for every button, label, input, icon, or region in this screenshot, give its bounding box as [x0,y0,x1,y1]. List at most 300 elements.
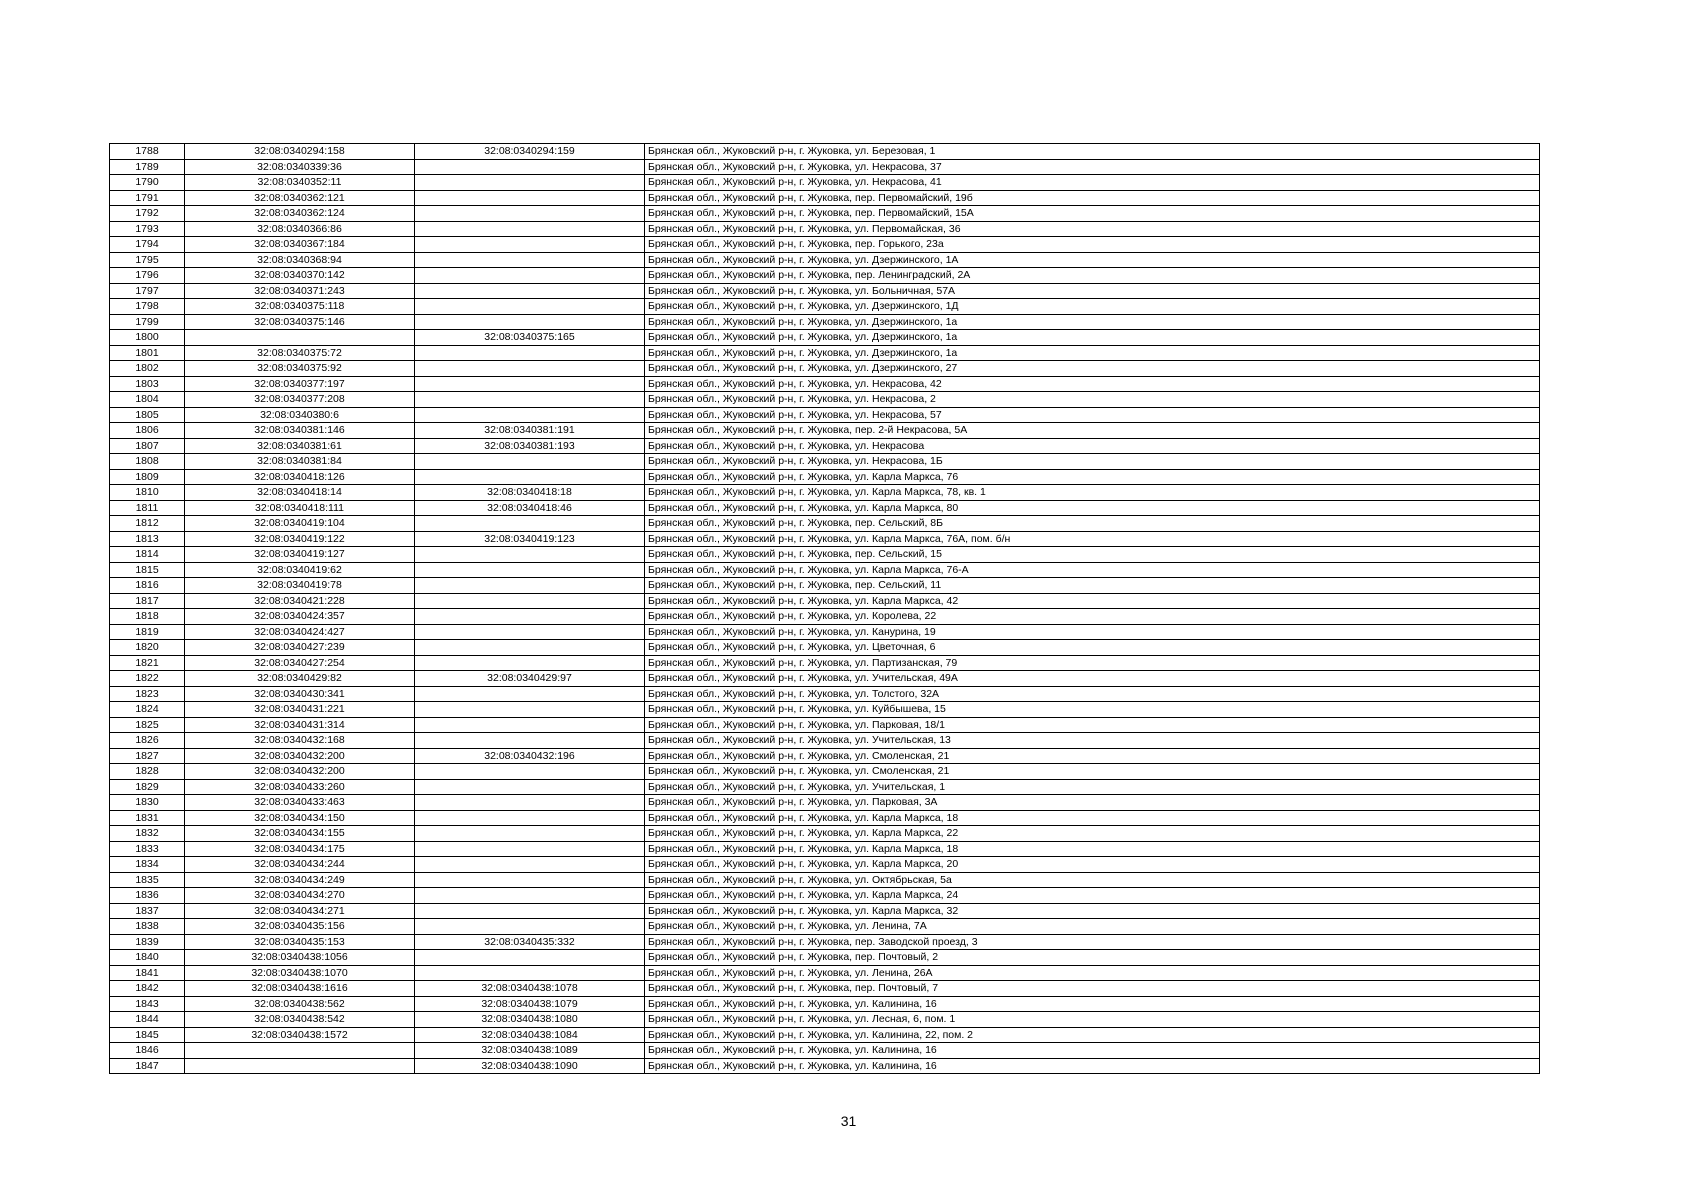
cadastral-number-cell [185,1058,415,1074]
row-number-cell: 1837 [110,903,185,919]
linked-cadastral-number-cell: 32:08:0340418:46 [415,500,645,516]
address-cell: Брянская обл., Жуковский р-н, г. Жуковка, пер. Сельский, 15 [645,547,1540,563]
address-cell: Брянская обл., Жуковский р-н, г. Жуковка, ул. Карла Маркса, 76 [645,469,1540,485]
cadastral-number-cell: 32:08:0340375:92 [185,361,415,377]
row-number-cell: 1801 [110,345,185,361]
table-row [110,593,1540,609]
row-number-cell: 1812 [110,516,185,532]
cadastral-table [109,143,1540,1074]
cadastral-number-cell: 32:08:0340339:36 [185,159,415,175]
linked-cadastral-number-cell: 32:08:0340419:123 [415,531,645,547]
row-number-cell: 1829 [110,779,185,795]
linked-cadastral-number-cell: 32:08:0340438:1090 [415,1058,645,1074]
cadastral-number-cell: 32:08:0340434:150 [185,810,415,826]
cadastral-number-cell: 32:08:0340419:127 [185,547,415,563]
row-number-cell: 1821 [110,655,185,671]
table-row [110,159,1540,175]
table-row [110,454,1540,470]
cadastral-number-cell: 32:08:0340362:124 [185,206,415,222]
address-cell: Брянская обл., Жуковский р-н, г. Жуковка, ул. Калинина, 16 [645,996,1540,1012]
table-row [110,562,1540,578]
cadastral-number-cell: 32:08:0340432:168 [185,733,415,749]
table-row [110,221,1540,237]
table-row [110,640,1540,656]
cadastral-number-cell: 32:08:0340366:86 [185,221,415,237]
address-cell: Брянская обл., Жуковский р-н, г. Жуковка, ул. Калинина, 16 [645,1043,1540,1059]
address-cell: Брянская обл., Жуковский р-н, г. Жуковка, ул. Учительская, 1 [645,779,1540,795]
row-number-cell: 1831 [110,810,185,826]
table-body [110,144,1540,1074]
address-cell: Брянская обл., Жуковский р-н, г. Жуковка, ул. Карла Маркса, 18 [645,841,1540,857]
table-row [110,1058,1540,1074]
table-row [110,888,1540,904]
linked-cadastral-number-cell [415,655,645,671]
cadastral-number-cell: 32:08:0340380:6 [185,407,415,423]
row-number-cell: 1789 [110,159,185,175]
cadastral-number-cell: 32:08:0340424:357 [185,609,415,625]
address-cell: Брянская обл., Жуковский р-н, г. Жуковка, ул. Больничная, 57А [645,283,1540,299]
table-row [110,516,1540,532]
address-cell: Брянская обл., Жуковский р-н, г. Жуковка, ул. Лесная, 6, пом. 1 [645,1012,1540,1028]
table-row [110,903,1540,919]
table-row [110,547,1540,563]
row-number-cell: 1825 [110,717,185,733]
row-number-cell: 1815 [110,562,185,578]
row-number-cell: 1808 [110,454,185,470]
row-number-cell: 1803 [110,376,185,392]
cadastral-number-cell: 32:08:0340419:122 [185,531,415,547]
address-cell: Брянская обл., Жуковский р-н, г. Жуковка, ул. Парковая, 18/1 [645,717,1540,733]
linked-cadastral-number-cell: 32:08:0340438:1080 [415,1012,645,1028]
row-number-cell: 1830 [110,795,185,811]
linked-cadastral-number-cell [415,857,645,873]
table-row [110,779,1540,795]
table-row [110,764,1540,780]
address-cell: Брянская обл., Жуковский р-н, г. Жуковка, ул. Толстого, 32А [645,686,1540,702]
row-number-cell: 1809 [110,469,185,485]
row-number-cell: 1805 [110,407,185,423]
linked-cadastral-number-cell [415,950,645,966]
table-row [110,872,1540,888]
table-row [110,857,1540,873]
cadastral-number-cell: 32:08:0340352:11 [185,175,415,191]
linked-cadastral-number-cell [415,547,645,563]
address-cell: Брянская обл., Жуковский р-н, г. Жуковка, пер. 2-й Некрасова, 5А [645,423,1540,439]
row-number-cell: 1810 [110,485,185,501]
table-row [110,826,1540,842]
row-number-cell: 1842 [110,981,185,997]
cadastral-number-cell: 32:08:0340419:62 [185,562,415,578]
linked-cadastral-number-cell [415,888,645,904]
cadastral-number-cell: 32:08:0340438:1070 [185,965,415,981]
row-number-cell: 1807 [110,438,185,454]
table-row [110,407,1540,423]
row-number-cell: 1839 [110,934,185,950]
address-cell: Брянская обл., Жуковский р-н, г. Жуковка, ул. Учительская, 49А [645,671,1540,687]
row-number-cell: 1833 [110,841,185,857]
cadastral-number-cell: 32:08:0340367:184 [185,237,415,253]
linked-cadastral-number-cell [415,392,645,408]
address-cell: Брянская обл., Жуковский р-н, г. Жуковка, ул. Некрасова, 37 [645,159,1540,175]
table-row [110,268,1540,284]
cadastral-number-cell: 32:08:0340375:146 [185,314,415,330]
row-number-cell: 1838 [110,919,185,935]
cadastral-number-cell: 32:08:0340375:72 [185,345,415,361]
row-number-cell: 1846 [110,1043,185,1059]
address-cell: Брянская обл., Жуковский р-н, г. Жуковка, ул. Карла Маркса, 76-А [645,562,1540,578]
address-cell: Брянская обл., Жуковский р-н, г. Жуковка, ул. Партизанская, 79 [645,655,1540,671]
row-number-cell: 1806 [110,423,185,439]
table-row [110,981,1540,997]
linked-cadastral-number-cell [415,283,645,299]
linked-cadastral-number-cell [415,516,645,532]
table-row [110,314,1540,330]
table-row [110,748,1540,764]
table-row [110,624,1540,640]
cadastral-number-cell: 32:08:0340418:111 [185,500,415,516]
row-number-cell: 1819 [110,624,185,640]
linked-cadastral-number-cell [415,826,645,842]
address-cell: Брянская обл., Жуковский р-н, г. Жуковка, ул. Дзержинского, 1а [645,345,1540,361]
row-number-cell: 1841 [110,965,185,981]
linked-cadastral-number-cell [415,733,645,749]
address-cell: Брянская обл., Жуковский р-н, г. Жуковка, ул. Карла Маркса, 76А, пом. б/н [645,531,1540,547]
row-number-cell: 1823 [110,686,185,702]
cadastral-number-cell: 32:08:0340427:254 [185,655,415,671]
table-row [110,1043,1540,1059]
table-row [110,392,1540,408]
address-cell: Брянская обл., Жуковский р-н, г. Жуковка, ул. Учительская, 13 [645,733,1540,749]
address-cell: Брянская обл., Жуковский р-н, г. Жуковка, ул. Некрасова, 57 [645,407,1540,423]
table-row [110,717,1540,733]
address-cell: Брянская обл., Жуковский р-н, г. Жуковка, пер. Горького, 23а [645,237,1540,253]
address-cell: Брянская обл., Жуковский р-н, г. Жуковка, ул. Ленина, 26А [645,965,1540,981]
table-row [110,438,1540,454]
table-row [110,702,1540,718]
address-cell: Брянская обл., Жуковский р-н, г. Жуковка, ул. Некрасова [645,438,1540,454]
table-row [110,609,1540,625]
linked-cadastral-number-cell: 32:08:0340418:18 [415,485,645,501]
linked-cadastral-number-cell [415,376,645,392]
address-cell: Брянская обл., Жуковский р-н, г. Жуковка, ул. Дзержинского, 1а [645,314,1540,330]
address-cell: Брянская обл., Жуковский р-н, г. Жуковка, ул. Карла Маркса, 22 [645,826,1540,842]
cadastral-number-cell: 32:08:0340294:158 [185,144,415,160]
cadastral-number-cell: 32:08:0340438:1056 [185,950,415,966]
address-cell: Брянская обл., Жуковский р-н, г. Жуковка, ул. Ленина, 7А [645,919,1540,935]
linked-cadastral-number-cell: 32:08:0340429:97 [415,671,645,687]
linked-cadastral-number-cell [415,810,645,826]
address-cell: Брянская обл., Жуковский р-н, г. Жуковка, ул. Карла Маркса, 24 [645,888,1540,904]
address-cell: Брянская обл., Жуковский р-н, г. Жуковка, ул. Канурина, 19 [645,624,1540,640]
address-cell: Брянская обл., Жуковский р-н, г. Жуковка, ул. Октябрьская, 5а [645,872,1540,888]
linked-cadastral-number-cell [415,919,645,935]
row-number-cell: 1800 [110,330,185,346]
linked-cadastral-number-cell [415,175,645,191]
linked-cadastral-number-cell [415,702,645,718]
address-cell: Брянская обл., Жуковский р-н, г. Жуковка, ул. Цветочная, 6 [645,640,1540,656]
row-number-cell: 1814 [110,547,185,563]
cadastral-number-cell: 32:08:0340432:200 [185,764,415,780]
row-number-cell: 1818 [110,609,185,625]
row-number-cell: 1822 [110,671,185,687]
linked-cadastral-number-cell [415,903,645,919]
table-row [110,175,1540,191]
row-number-cell: 1793 [110,221,185,237]
linked-cadastral-number-cell [415,717,645,733]
address-cell: Брянская обл., Жуковский р-н, г. Жуковка, ул. Смоленская, 21 [645,764,1540,780]
linked-cadastral-number-cell [415,686,645,702]
cadastral-number-cell: 32:08:0340377:208 [185,392,415,408]
cadastral-number-cell: 32:08:0340418:14 [185,485,415,501]
address-cell: Брянская обл., Жуковский р-н, г. Жуковка, пер. Первомайский, 19б [645,190,1540,206]
linked-cadastral-number-cell [415,206,645,222]
linked-cadastral-number-cell: 32:08:0340375:165 [415,330,645,346]
cadastral-number-cell: 32:08:0340438:542 [185,1012,415,1028]
row-number-cell: 1828 [110,764,185,780]
cadastral-number-cell: 32:08:0340431:314 [185,717,415,733]
table-row [110,206,1540,222]
linked-cadastral-number-cell [415,469,645,485]
address-cell: Брянская обл., Жуковский р-н, г. Жуковка, ул. Дзержинского, 27 [645,361,1540,377]
linked-cadastral-number-cell [415,221,645,237]
cadastral-number-cell [185,1043,415,1059]
linked-cadastral-number-cell [415,252,645,268]
table-row [110,330,1540,346]
linked-cadastral-number-cell: 32:08:0340438:1079 [415,996,645,1012]
cadastral-number-cell: 32:08:0340434:155 [185,826,415,842]
row-number-cell: 1797 [110,283,185,299]
row-number-cell: 1832 [110,826,185,842]
table-row [110,810,1540,826]
row-number-cell: 1840 [110,950,185,966]
linked-cadastral-number-cell [415,872,645,888]
row-number-cell: 1834 [110,857,185,873]
row-number-cell: 1836 [110,888,185,904]
cadastral-number-cell: 32:08:0340419:104 [185,516,415,532]
cadastral-number-cell: 32:08:0340431:221 [185,702,415,718]
linked-cadastral-number-cell [415,609,645,625]
row-number-cell: 1811 [110,500,185,516]
cadastral-number-cell: 32:08:0340434:249 [185,872,415,888]
linked-cadastral-number-cell [415,407,645,423]
cadastral-number-cell: 32:08:0340418:126 [185,469,415,485]
table-row [110,686,1540,702]
cadastral-number-cell: 32:08:0340362:121 [185,190,415,206]
address-cell: Брянская обл., Жуковский р-н, г. Жуковка, ул. Дзержинского, 1Д [645,299,1540,315]
cadastral-number-cell: 32:08:0340435:156 [185,919,415,935]
linked-cadastral-number-cell [415,454,645,470]
linked-cadastral-number-cell: 32:08:0340438:1089 [415,1043,645,1059]
row-number-cell: 1790 [110,175,185,191]
cadastral-number-cell: 32:08:0340434:270 [185,888,415,904]
linked-cadastral-number-cell [415,779,645,795]
linked-cadastral-number-cell [415,795,645,811]
linked-cadastral-number-cell [415,624,645,640]
address-cell: Брянская обл., Жуковский р-н, г. Жуковка, ул. Куйбышева, 15 [645,702,1540,718]
table-row [110,671,1540,687]
linked-cadastral-number-cell [415,268,645,284]
row-number-cell: 1820 [110,640,185,656]
table-row [110,841,1540,857]
linked-cadastral-number-cell [415,237,645,253]
linked-cadastral-number-cell: 32:08:0340438:1078 [415,981,645,997]
cadastral-number-cell: 32:08:0340429:82 [185,671,415,687]
table-row [110,934,1540,950]
address-cell: Брянская обл., Жуковский р-н, г. Жуковка, ул. Карла Маркса, 20 [645,857,1540,873]
linked-cadastral-number-cell [415,593,645,609]
table-row [110,919,1540,935]
table-row [110,655,1540,671]
address-cell: Брянская обл., Жуковский р-н, г. Жуковка, пер. Первомайский, 15А [645,206,1540,222]
cadastral-number-cell: 32:08:0340433:463 [185,795,415,811]
row-number-cell: 1824 [110,702,185,718]
linked-cadastral-number-cell [415,314,645,330]
linked-cadastral-number-cell: 32:08:0340435:332 [415,934,645,950]
table-row [110,578,1540,594]
table-row [110,485,1540,501]
cadastral-number-cell: 32:08:0340419:78 [185,578,415,594]
table-row [110,423,1540,439]
row-number-cell: 1827 [110,748,185,764]
address-cell: Брянская обл., Жуковский р-н, г. Жуковка, ул. Парковая, 3А [645,795,1540,811]
row-number-cell: 1791 [110,190,185,206]
linked-cadastral-number-cell [415,562,645,578]
address-cell: Брянская обл., Жуковский р-н, г. Жуковка, ул. Некрасова, 41 [645,175,1540,191]
linked-cadastral-number-cell [415,578,645,594]
cadastral-number-cell: 32:08:0340434:271 [185,903,415,919]
address-cell: Брянская обл., Жуковский р-н, г. Жуковка, ул. Дзержинского, 1а [645,330,1540,346]
table-row [110,469,1540,485]
table-row [110,531,1540,547]
table-row [110,1027,1540,1043]
linked-cadastral-number-cell [415,299,645,315]
linked-cadastral-number-cell [415,764,645,780]
row-number-cell: 1794 [110,237,185,253]
address-cell: Брянская обл., Жуковский р-н, г. Жуковка, ул. Некрасова, 2 [645,392,1540,408]
table-row [110,376,1540,392]
cadastral-number-cell: 32:08:0340438:562 [185,996,415,1012]
linked-cadastral-number-cell [415,640,645,656]
address-cell: Брянская обл., Жуковский р-н, г. Жуковка, пер. Сельский, 11 [645,578,1540,594]
cadastral-number-cell: 32:08:0340371:243 [185,283,415,299]
linked-cadastral-number-cell [415,841,645,857]
address-cell: Брянская обл., Жуковский р-н, г. Жуковка, ул. Смоленская, 21 [645,748,1540,764]
linked-cadastral-number-cell [415,965,645,981]
row-number-cell: 1792 [110,206,185,222]
linked-cadastral-number-cell: 32:08:0340438:1084 [415,1027,645,1043]
cadastral-number-cell: 32:08:0340433:260 [185,779,415,795]
row-number-cell: 1816 [110,578,185,594]
cadastral-number-cell: 32:08:0340381:61 [185,438,415,454]
row-number-cell: 1845 [110,1027,185,1043]
table-row [110,361,1540,377]
address-cell: Брянская обл., Жуковский р-н, г. Жуковка, пер. Заводской проезд, 3 [645,934,1540,950]
table-row [110,299,1540,315]
cadastral-number-cell: 32:08:0340424:427 [185,624,415,640]
linked-cadastral-number-cell [415,345,645,361]
row-number-cell: 1802 [110,361,185,377]
row-number-cell: 1799 [110,314,185,330]
address-cell: Брянская обл., Жуковский р-н, г. Жуковка, пер. Сельский, 8Б [645,516,1540,532]
address-cell: Брянская обл., Жуковский р-н, г. Жуковка, ул. Березовая, 1 [645,144,1540,160]
row-number-cell: 1804 [110,392,185,408]
address-cell: Брянская обл., Жуковский р-н, г. Жуковка, ул. Дзержинского, 1А [645,252,1540,268]
address-cell: Брянская обл., Жуковский р-н, г. Жуковка, ул. Некрасова, 1Б [645,454,1540,470]
cadastral-number-cell: 32:08:0340381:146 [185,423,415,439]
linked-cadastral-number-cell [415,361,645,377]
cadastral-number-cell [185,330,415,346]
cadastral-number-cell: 32:08:0340370:142 [185,268,415,284]
row-number-cell: 1847 [110,1058,185,1074]
address-cell: Брянская обл., Жуковский р-н, г. Жуковка, ул. Карла Маркса, 78, кв. 1 [645,485,1540,501]
cadastral-number-cell: 32:08:0340377:197 [185,376,415,392]
row-number-cell: 1798 [110,299,185,315]
address-cell: Брянская обл., Жуковский р-н, г. Жуковка, пер. Почтовый, 2 [645,950,1540,966]
linked-cadastral-number-cell: 32:08:0340294:159 [415,144,645,160]
row-number-cell: 1835 [110,872,185,888]
cadastral-number-cell: 32:08:0340375:118 [185,299,415,315]
row-number-cell: 1826 [110,733,185,749]
table-row [110,950,1540,966]
address-cell: Брянская обл., Жуковский р-н, г. Жуковка, ул. Первомайская, 36 [645,221,1540,237]
table-row [110,500,1540,516]
address-cell: Брянская обл., Жуковский р-н, г. Жуковка, пер. Почтовый, 7 [645,981,1540,997]
address-cell: Брянская обл., Жуковский р-н, г. Жуковка, пер. Ленинградский, 2А [645,268,1540,284]
row-number-cell: 1788 [110,144,185,160]
linked-cadastral-number-cell [415,159,645,175]
address-cell: Брянская обл., Жуковский р-н, г. Жуковка, ул. Некрасова, 42 [645,376,1540,392]
table-row [110,733,1540,749]
table-row [110,1012,1540,1028]
cadastral-number-cell: 32:08:0340421:228 [185,593,415,609]
cadastral-number-cell: 32:08:0340368:94 [185,252,415,268]
address-cell: Брянская обл., Жуковский р-н, г. Жуковка, ул. Карла Маркса, 42 [645,593,1540,609]
table-row [110,345,1540,361]
address-cell: Брянская обл., Жуковский р-н, г. Жуковка, ул. Королева, 22 [645,609,1540,625]
linked-cadastral-number-cell: 32:08:0340381:193 [415,438,645,454]
address-cell: Брянская обл., Жуковский р-н, г. Жуковка, ул. Карла Маркса, 18 [645,810,1540,826]
table-row [110,283,1540,299]
table-row [110,795,1540,811]
row-number-cell: 1844 [110,1012,185,1028]
address-cell: Брянская обл., Жуковский р-н, г. Жуковка, ул. Карла Маркса, 32 [645,903,1540,919]
linked-cadastral-number-cell [415,190,645,206]
table-row [110,252,1540,268]
linked-cadastral-number-cell: 32:08:0340381:191 [415,423,645,439]
row-number-cell: 1843 [110,996,185,1012]
cadastral-number-cell: 32:08:0340435:153 [185,934,415,950]
cadastral-number-cell: 32:08:0340381:84 [185,454,415,470]
page-number: 31 [840,1113,857,1129]
address-cell: Брянская обл., Жуковский р-н, г. Жуковка, ул. Карла Маркса, 80 [645,500,1540,516]
table-row [110,965,1540,981]
cadastral-number-cell: 32:08:0340427:239 [185,640,415,656]
row-number-cell: 1795 [110,252,185,268]
table-row [110,190,1540,206]
cadastral-number-cell: 32:08:0340430:341 [185,686,415,702]
row-number-cell: 1817 [110,593,185,609]
table-row [110,996,1540,1012]
cadastral-number-cell: 32:08:0340432:200 [185,748,415,764]
cadastral-number-cell: 32:08:0340434:244 [185,857,415,873]
cadastral-number-cell: 32:08:0340438:1616 [185,981,415,997]
table-row [110,144,1540,160]
address-cell: Брянская обл., Жуковский р-н, г. Жуковка, ул. Калинина, 16 [645,1058,1540,1074]
cadastral-number-cell: 32:08:0340438:1572 [185,1027,415,1043]
table-row [110,237,1540,253]
address-cell: Брянская обл., Жуковский р-н, г. Жуковка, ул. Калинина, 22, пом. 2 [645,1027,1540,1043]
row-number-cell: 1796 [110,268,185,284]
